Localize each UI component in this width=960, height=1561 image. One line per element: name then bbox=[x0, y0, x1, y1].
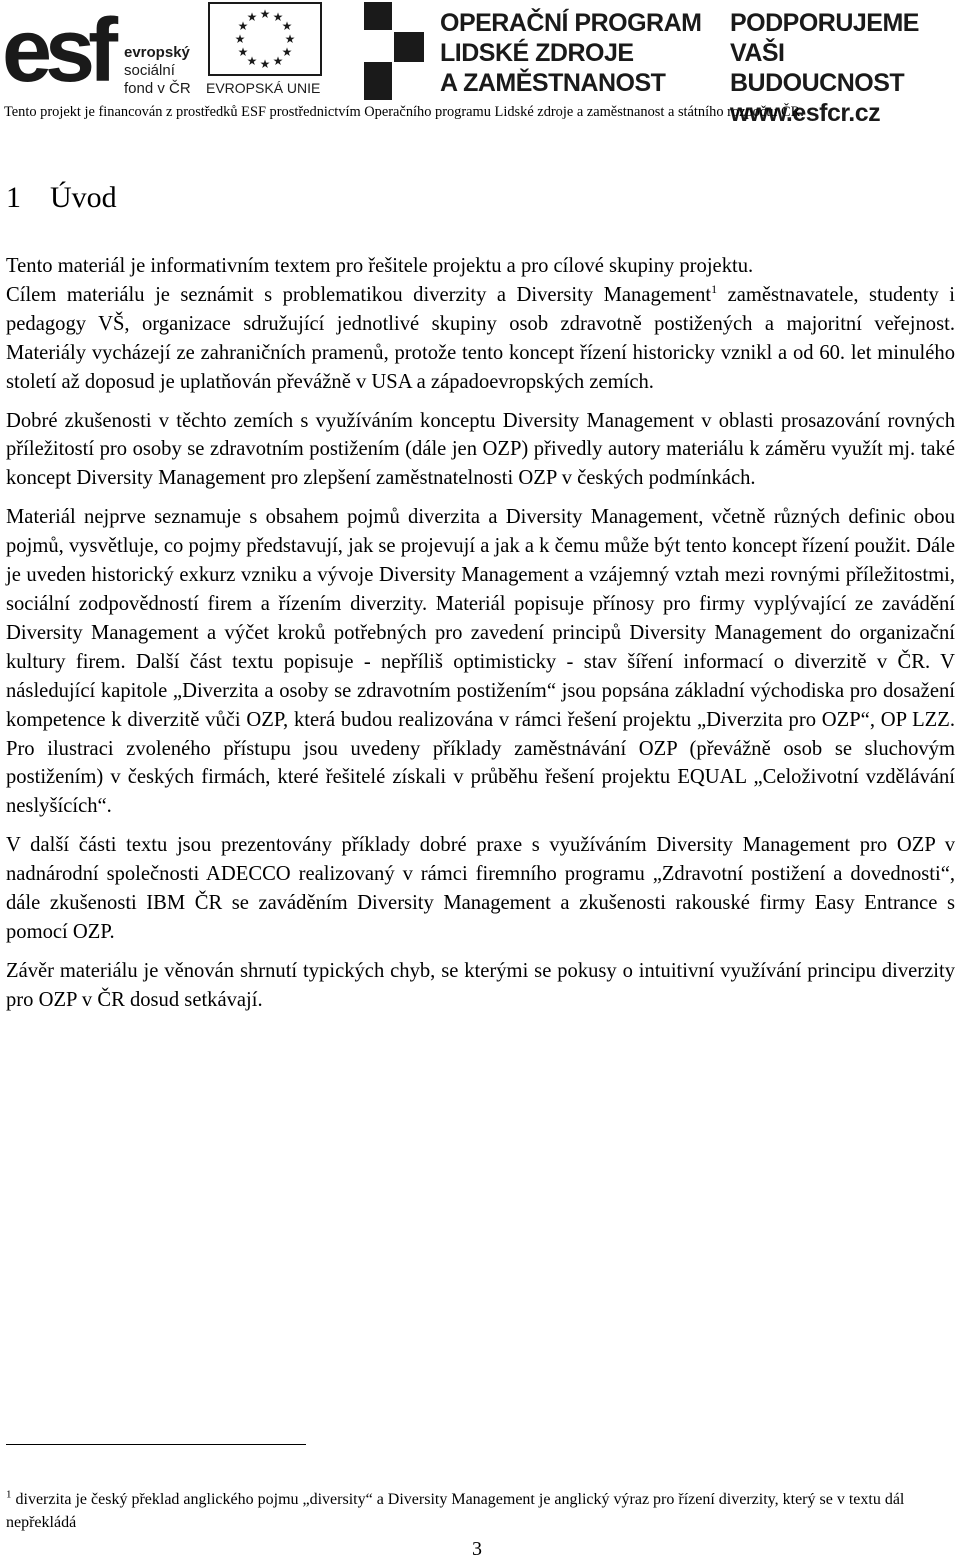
svg-text:★: ★ bbox=[259, 7, 271, 21]
motto-url: www.esfcr.cz bbox=[730, 99, 881, 127]
footnote bbox=[6, 1488, 936, 1534]
svg-text:★: ★ bbox=[272, 10, 284, 24]
svg-text:★: ★ bbox=[234, 32, 246, 46]
svg-text:★: ★ bbox=[281, 45, 293, 59]
op-title-line3: A ZAMĚSTNANOST bbox=[440, 69, 666, 97]
svg-text:★: ★ bbox=[281, 19, 293, 33]
svg-text:★: ★ bbox=[272, 54, 284, 68]
eu-logo bbox=[206, 0, 324, 100]
op-title-line2: LIDSKÉ ZDROJE bbox=[440, 39, 634, 67]
paragraph-5: V další části textu jsou prezentovány příklady dobré praxe s využíváním Diversity Management pro OZP v nadnárodní společnosti ADECCO realizovaný v rámci firemního programu „Zdravotní postižení a dovednosti“, dále zkušenosti IBM ČR se zaváděním Diversity Management a zkušenosti rakouské firmy Easy Entrance s pomocí OZP. bbox=[6, 834, 955, 943]
op-program-mark-icon bbox=[360, 2, 432, 100]
footnote-separator bbox=[6, 1444, 306, 1445]
svg-text:★: ★ bbox=[246, 54, 258, 68]
body-text bbox=[6, 252, 955, 1025]
motto-line2: VAŠI BUDOUCNOST bbox=[730, 39, 905, 97]
paragraph-2-start: Cílem materiálu je seznámit s problematikou diverzity a Diversity Management bbox=[6, 283, 712, 306]
esf-caption-line1: evropský bbox=[124, 44, 190, 61]
section-heading bbox=[6, 178, 117, 218]
op-program-title bbox=[440, 8, 701, 98]
paragraph-1: Tento materiál je informativním textem pro řešitele projektu a pro cílové skupiny projektu. bbox=[6, 255, 754, 277]
esf-caption-line2: sociální bbox=[124, 62, 175, 79]
paragraph-2 bbox=[6, 281, 955, 397]
esf-caption-line3: fond v ČR bbox=[124, 80, 191, 97]
financing-note: Tento projekt je financován z prostředků ESF prostřednictvím Operačního programu Lidské zdroje a zaměstnanost a státního rozpočtu ČR. bbox=[4, 104, 804, 120]
paragraph-4: Materiál nejprve seznamuje s obsahem pojmů diverzita a Diversity Management, včetně různých definic obou pojmů, vysvětluje, co pojmy představují, jak se projevují a jak a k čemu může být tento koncept řízení použit. Dále je uveden historický exkurz vzniku a vývoje Diversity Management a vzájemný vztah mezi rovnými příležitostmi, sociální zodpovědností firem a řízením diverzity. Materiál popisuje přínosy pro firmy vyplývající ze zavádění Diversity Management a výčet kroků potřebných pro zavedení principů Diversity Management do organizační kultury firem. Další část textu popisuje - nepříliš optimisticky - stav šíření informací o diverzitě v ČR. V následující kapitole „Diverzita a osoby se zdravotním postižením“ jsou popsána základní východiska pro dosažení kompetence k diverzitě vůči OZP, která budou realizována v rámci řešení projektu „Diverzita pro OZP“, OP LZZ. Pro ilustraci zvoleného přístupu jsou uvedeny příklady zaměstnávání OZP (převážně osob se sluchovým postižením) v českých firmách, které řešitelé získali v průběhu řešení projektu EQUAL „Celoživotní vzdělávání neslyšících“. bbox=[6, 506, 955, 818]
op-title-line1: OPERAČNÍ PROGRAM bbox=[440, 9, 702, 37]
eu-stars-icon bbox=[210, 4, 320, 74]
paragraph-3: Dobré zkušenosti v těchto zemích s využíváním konceptu Diversity Management v oblasti prosazování rovných příležitostí pro osoby se zdravotním postižením (dále jen OZP) přivedly autory materiálu k záměru využít mj. také koncept Diversity Management pro zlepšení zaměstnatelnosti OZP v českých podmínkách. bbox=[6, 409, 955, 490]
svg-text:★: ★ bbox=[259, 57, 271, 71]
esf-logo bbox=[0, 0, 202, 100]
section-number: 1 bbox=[6, 181, 21, 214]
footnote-marker: 1 bbox=[6, 1488, 12, 1501]
eu-flag-icon bbox=[208, 2, 322, 76]
page-number: 3 bbox=[472, 1538, 482, 1560]
esf-logo-caption bbox=[124, 44, 191, 98]
eu-logo-label: EVROPSKÁ UNIE bbox=[206, 80, 321, 96]
svg-text:★: ★ bbox=[237, 19, 249, 33]
paragraph-6: Závěr materiálu je věnován shrnutí typických chyb, se kterými se pokusy o intuitivní využívání principu diverzity pro OZP v ČR dosud setkávají. bbox=[6, 959, 955, 1011]
svg-text:★: ★ bbox=[284, 32, 296, 46]
motto-line1: PODPORUJEME bbox=[730, 9, 919, 37]
paragraph-2-rest: zaměstnavatele, studenty i pedagogy VŠ, organizace sdružující jednotlivé skupiny osob zdravotně postižených a majoritní veřejnost. Materiály vycházejí ze zahraničních pramenů, protože tento koncept řízení historicky vznikl a od 60. let minulého století až doposud je uplatňován převážně v USA a západoevropských zemích. bbox=[6, 283, 955, 393]
svg-text:★: ★ bbox=[237, 45, 249, 59]
footnote-text: diverzita je český překlad anglického pojmu „diversity“ a Diversity Management je anglický výraz pro řízení diverzity, který se v textu dál nepřekládá bbox=[6, 1491, 905, 1531]
esf-logo-letters: esf bbox=[2, 1, 112, 101]
svg-text:★: ★ bbox=[246, 10, 258, 24]
footnote-reference: 1 bbox=[711, 282, 718, 297]
section-title: Úvod bbox=[50, 181, 117, 214]
